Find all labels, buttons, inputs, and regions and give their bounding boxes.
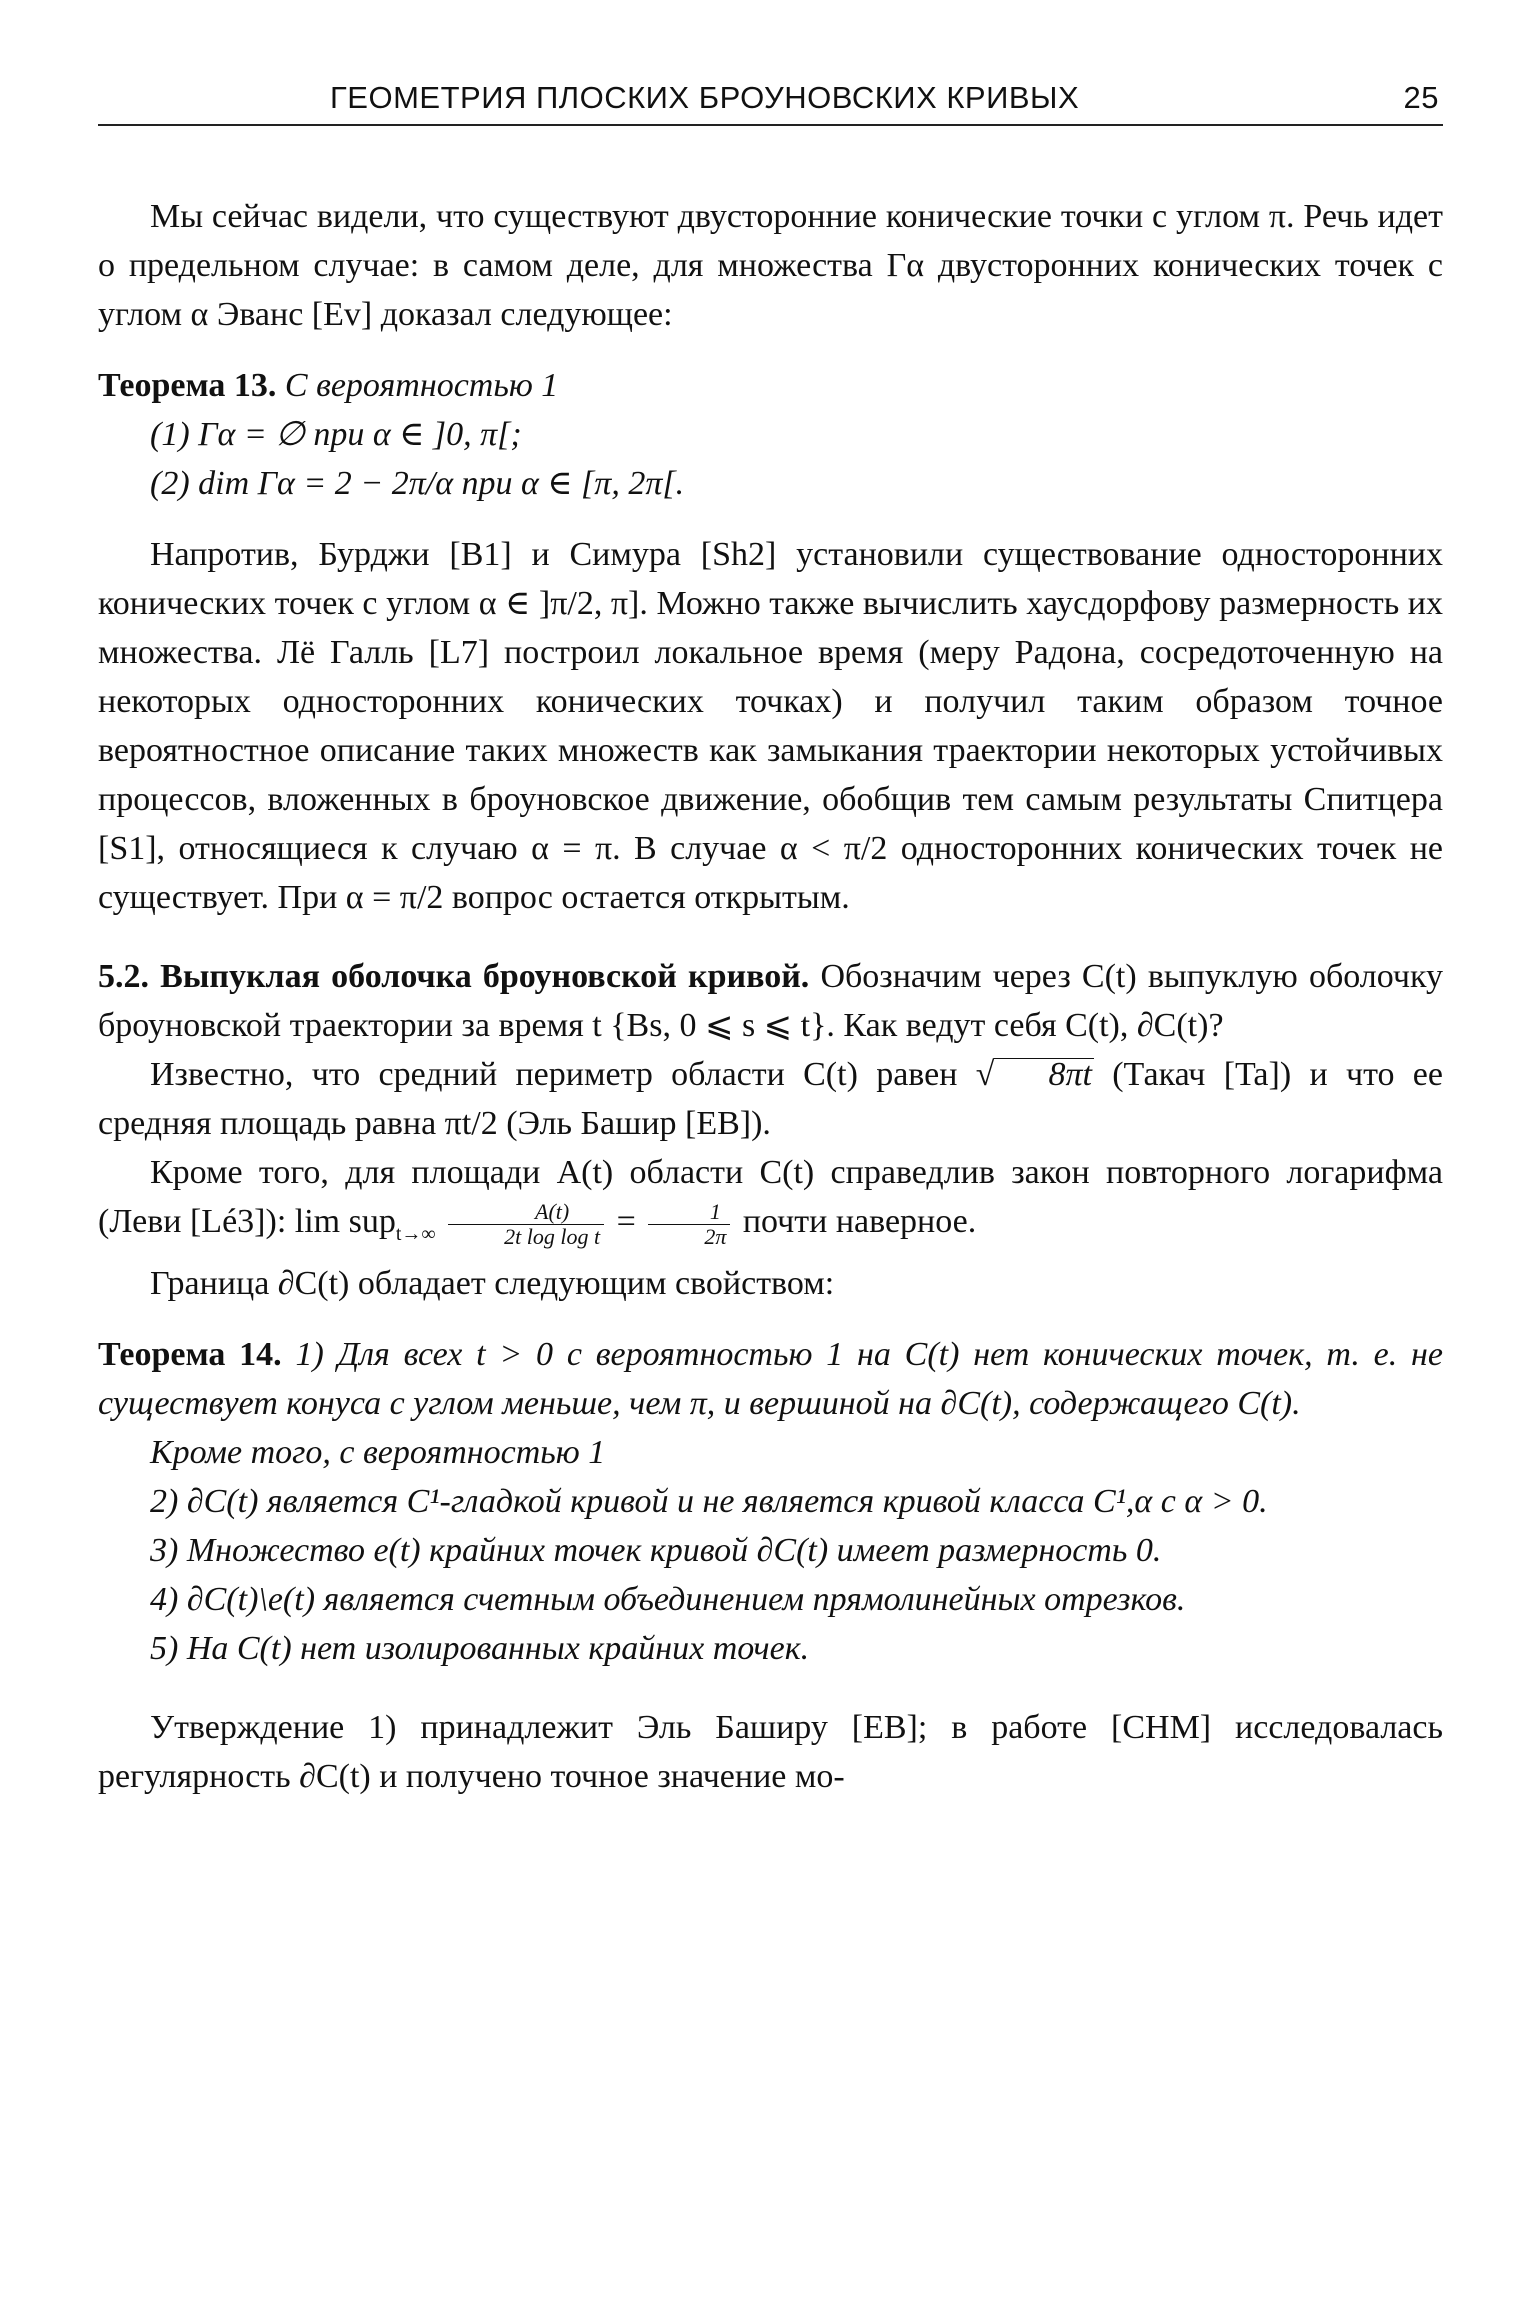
theorem-13-item-1: (1) Γα = ∅ при α ∈ ]0, π[; bbox=[150, 416, 522, 453]
theorem-14-item-5: 5) На C(t) нет изолированных крайних точек. bbox=[150, 1629, 810, 1667]
fraction-area-numerator: A(t) bbox=[448, 1200, 604, 1225]
paragraph-3-end: (Такач [Ta]) и что ее средняя площадь равна πt/2 (Эль Башир [EB]). bbox=[98, 1056, 1443, 1142]
paragraph-5: Граница ∂C(t) обладает следующим свойством: bbox=[150, 1264, 835, 1302]
paragraph-3-start: Известно, что средний периметр области C(t) равен bbox=[150, 1056, 958, 1093]
sqrt-8pit: 8πt bbox=[994, 1058, 1093, 1091]
theorem-13-item-2: (2) dim Γα = 2 − 2π/α при α ∈ [π, 2π[. bbox=[150, 465, 685, 502]
paragraph-1: Мы сейчас видели, что существуют двусторонние конические точки с углом π. Речь идет о предельном случае: в самом деле, для множества Γα двусторонних конических точек с углом α Эванс [Ev] доказал следующее: bbox=[98, 198, 1443, 333]
paragraph-2: Напротив, Бурджи [B1] и Симура [Sh2] установили существование односторонних конических точек с углом α ∈ ]π/2, π]. Можно также вычислить хаусдорфову размерность их множества. Лё Галль [L7] построил локальное время (меру Радона, сосредоточенную на некоторых односторонних конических точках) и получил таким образом точное вероятностное описание таких множеств как замыкания траектории некоторых устойчивых процессов, вложенных в броуновское движение, обобщив тем самым результаты Спитцера [S1], относящиеся к случаю α = π. В случае α < π/2 односторонних конических точек не существует. При α = π/2 вопрос остается открытым. bbox=[98, 536, 1443, 916]
paragraph-6: Утверждение 1) принадлежит Эль Баширу [EB]; в работе [CHM] исследовалась регулярность ∂C(t) и получено точное значение мо- bbox=[98, 1708, 1443, 1795]
theorem-13-label: Теорема 13. bbox=[98, 367, 277, 404]
paragraph-4 bbox=[98, 1148, 1443, 1259]
fraction-one-over-2pi bbox=[648, 1200, 730, 1249]
theorem-14-label: Теорема 14. bbox=[98, 1335, 282, 1373]
page bbox=[98, 80, 1443, 1801]
fraction-2-numerator: 1 bbox=[648, 1200, 730, 1225]
section-5-2 bbox=[98, 952, 1443, 1050]
theorem-14-continuation: Кроме того, с вероятностью 1 bbox=[150, 1433, 606, 1471]
page-body bbox=[98, 192, 1443, 1801]
section-5-2-text: Обозначим через C(t) выпуклую оболочку броуновской траектории за время t {Bs, 0 ⩽ s ⩽ t}. Как ведут себя C(t), ∂C(t)? bbox=[98, 958, 1444, 1044]
theorem-14-item-2: 2) ∂C(t) является C¹-гладкой кривой и не является кривой класса C¹,α с α > 0. bbox=[150, 1482, 1268, 1520]
limsup-subscript: t→∞ bbox=[395, 1222, 436, 1245]
section-5-2-heading: 5.2. Выпуклая оболочка броуновской кривой. bbox=[98, 958, 810, 995]
theorem-14-text: 1) Для всех t > 0 с вероятностью 1 на C(t) нет конических точек, т. е. не существует конуса с углом меньше, чем π, и вершиной на ∂C(t), содержащего C(t). bbox=[98, 1335, 1444, 1422]
paragraph-3: Известно, что средний периметр области C(t) равен √ 8πt (Такач [Ta]) и что ее средняя площадь равна πt/2 (Эль Башир [EB]). bbox=[98, 1056, 1443, 1142]
page-number: 25 bbox=[1403, 80, 1439, 115]
theorem-14 bbox=[98, 1330, 1443, 1428]
paragraph-4-start: Кроме того, для площади A(t) области C(t) справедлив закон повторного логарифма (Леви [Lé3]): lim sup bbox=[98, 1154, 1443, 1240]
fraction-area bbox=[448, 1200, 604, 1249]
fraction-area-denominator: 2t log log t bbox=[504, 1223, 601, 1249]
equals-sign: = bbox=[616, 1203, 636, 1240]
theorem-14-item-3: 3) Множество e(t) крайних точек кривой ∂C(t) имеет размерность 0. bbox=[150, 1531, 1162, 1569]
running-head bbox=[98, 80, 1443, 126]
theorem-13 bbox=[98, 361, 1443, 410]
paragraph-4-end: почти наверное. bbox=[742, 1203, 977, 1240]
theorem-14-item-4: 4) ∂C(t)\e(t) является счетным объединением прямолинейных отрезков. bbox=[150, 1580, 1186, 1618]
running-title: ГЕОМЕТРИЯ ПЛОСКИХ БРОУНОВСКИХ КРИВЫХ bbox=[330, 80, 1080, 115]
fraction-2-denominator: 2π bbox=[704, 1223, 727, 1249]
theorem-13-text: С вероятностью 1 bbox=[284, 367, 559, 404]
